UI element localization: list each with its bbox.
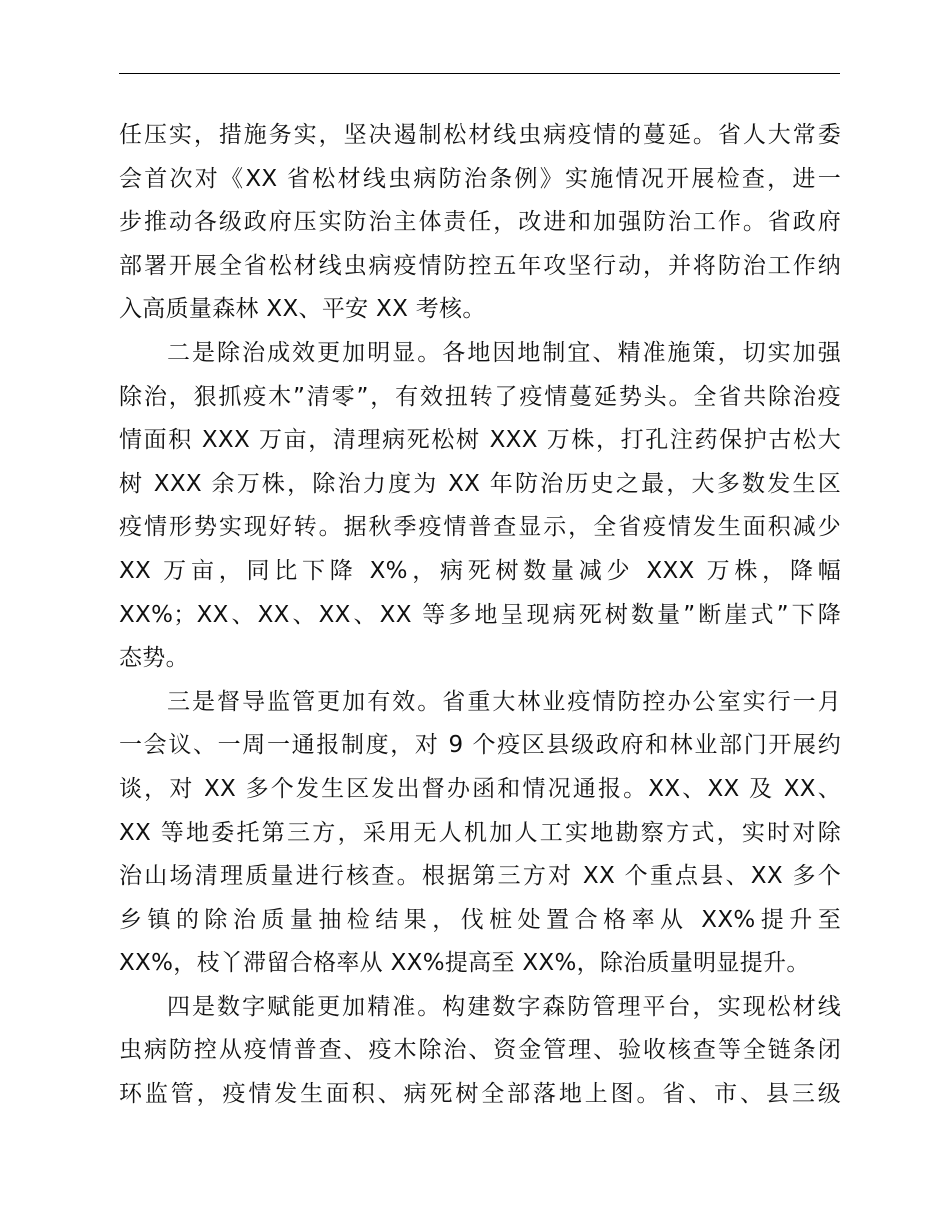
text-line: 会首次对《XX 省松材线虫病防治条例》实施情况开展检查，进一 [119, 165, 841, 192]
text-line: 二是除治成效更加明显。各地因地制宜、精准施策，切实加强 [167, 339, 841, 366]
paragraph-1 [119, 114, 841, 332]
text-line: 步推动各级政府压实防治主体责任，改进和加强防治工作。省政府 [119, 209, 841, 236]
text-line: 谈，对 XX 多个发生区发出督办函和情况通报。XX、XX 及 XX、 [119, 775, 841, 802]
paragraph-4 [119, 986, 841, 1117]
text-line: 环监管，疫情发生面积、病死树全部落地上图。省、市、县三级 [119, 1081, 841, 1108]
text-line: 虫病防控从疫情普查、疫木除治、资金管理、验收核查等全链条闭 [119, 1037, 841, 1064]
text-line: 入高质量森林 XX、平安 XX 考核。 [119, 296, 486, 323]
text-line: 态势。 [119, 645, 189, 672]
text-line: 任压实，措施务实，坚决遏制松材线虫病疫情的蔓延。省人大常委 [119, 122, 841, 148]
text-line: 四是数字赋能更加精准。构建数字森防管理平台，实现松材线 [167, 993, 841, 1020]
text-line: XX%；XX、XX、XX、XX 等多地呈现病死树数量”断崖式”下降 [119, 601, 841, 628]
text-line: 树 XXX 余万株，除治力度为 XX 年防治历史之最，大多数发生区 [119, 470, 841, 497]
text-line: 除治，狠抓疫木”清零”，有效扭转了疫情蔓延势头。全省共除治疫 [119, 383, 841, 410]
text-line: 疫情形势实现好转。据秋季疫情普查显示，全省疫情发生面积减少 [119, 514, 841, 541]
text-line: XX 等地委托第三方，采用无人机加人工实地勘察方式，实时对除 [119, 819, 841, 846]
text-line: 治山场清理质量进行核查。根据第三方对 XX 个重点县、XX 多个 [119, 863, 841, 890]
text-line: 乡镇的除治质量抽检结果，伐桩处置合格率从 XX%提升至 [119, 906, 841, 933]
text-line: 部署开展全省松材线虫病疫情防控五年攻坚行动，并将防治工作纳 [119, 252, 841, 279]
text-line: 情面积 XXX 万亩，清理病死松树 XXX 万株，打孔注药保护古松大 [119, 427, 841, 454]
text-line: XX%，枝丫滞留合格率从 XX%提高至 XX%，除治质量明显提升。 [119, 950, 810, 977]
paragraph-3 [119, 681, 841, 986]
paragraph-2 [119, 332, 841, 681]
text-line: 一会议、一周一通报制度，对 9 个疫区县级政府和林业部门开展约 [119, 732, 841, 759]
text-line: XX 万亩，同比下降 X%，病死树数量减少 XXX 万株，降幅 [119, 557, 841, 584]
document-body [119, 114, 841, 1117]
text-line: 三是督导监管更加有效。省重大林业疫情防控办公室实行一月 [167, 688, 841, 715]
header-rule [119, 73, 840, 74]
